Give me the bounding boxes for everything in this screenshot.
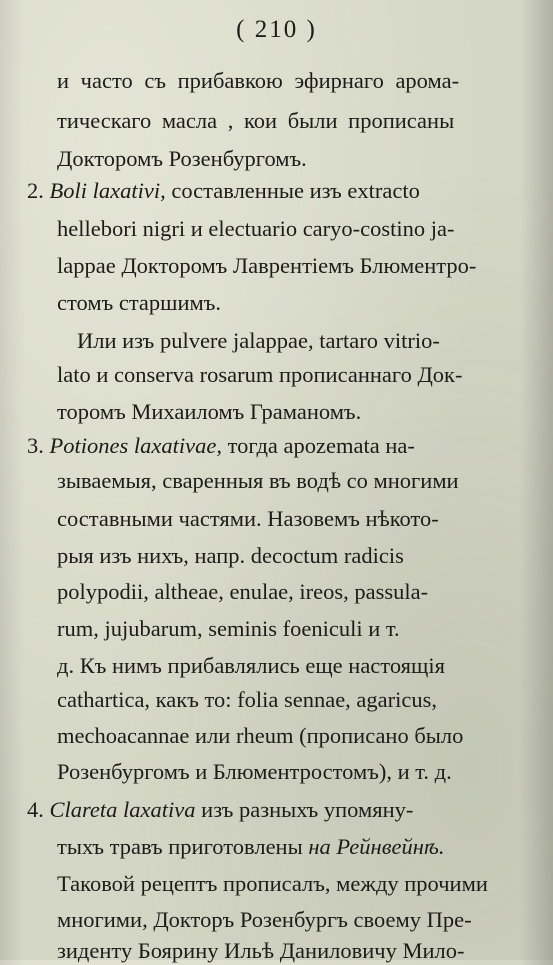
- line-text: тогда apozemata на-: [227, 433, 415, 458]
- text-line: mechoacannae или rheum (прописано было: [57, 723, 464, 748]
- text-line: торомъ Михаиломъ Граманомъ.: [57, 399, 362, 424]
- text-line: Розенбургомъ и Блюментростомъ), и т. д.: [57, 759, 452, 784]
- line-text: составленные изъ extracto: [171, 178, 420, 203]
- term-latin: Clareta laxativa: [49, 797, 196, 822]
- text-line: polypodii, altheae, enulae, ireos, passula-: [57, 579, 429, 604]
- text-line: Докторомъ Розенбургомъ.: [57, 146, 307, 171]
- text-line: lato и conserva rosarum прописаннаго Док-: [57, 362, 463, 387]
- text-line: тическаго масла , кои были прописаны: [57, 108, 455, 133]
- text-line: Или изъ pulvere jalappae, tartaro vitrio-: [77, 328, 440, 353]
- line-text: изъ разныхъ упомяну-: [201, 797, 414, 822]
- text-line: hellebori nigri и electuario caryo-costino ja-: [57, 216, 455, 241]
- item-number: 2.: [27, 178, 44, 203]
- text-line: д. Къ нимъ прибавлялись еще настоящія: [57, 653, 445, 678]
- text-line: rum, jujubarum, seminis foeniculi и т.: [57, 616, 400, 641]
- text-line: многими, Докторъ Розенбургъ своему Пре-: [57, 907, 472, 932]
- line-text: тыхъ травъ приготовлены: [57, 834, 303, 859]
- page-number: ( 210 ): [236, 16, 317, 43]
- text-line: Таковой рецептъ прописалъ, между прочими: [57, 871, 488, 896]
- list-item-2: [27, 177, 420, 205]
- text-line: зываемыя, сваренныя въ водѣ со многими: [57, 468, 459, 493]
- item-number: 4.: [27, 797, 44, 822]
- term-latin: Boli laxativi,: [49, 178, 166, 203]
- line-text: и часто съ прибавкою эфирнаго арома-: [57, 68, 460, 93]
- text-line: стомъ старшимъ.: [57, 290, 222, 315]
- text-line: cathartica, какъ то: folia sennae, agaricus,: [57, 687, 438, 712]
- text-line: lappae Докторомъ Лаврентіемъ Блюментро-: [57, 253, 477, 278]
- term-wine: на Рейнвейнѣ.: [308, 834, 445, 859]
- item-number: 3.: [27, 433, 44, 458]
- list-item-3: [27, 432, 415, 460]
- term-latin: Potiones laxativae,: [49, 433, 222, 458]
- text-line: зиденту Боярину Ильѣ Даниловичу Мило-: [57, 938, 465, 963]
- text-line: [57, 833, 445, 861]
- text-line: рыя изъ нихъ, напр. decoctum radicis: [57, 543, 404, 568]
- list-item-4: [27, 796, 413, 824]
- text-line: [57, 67, 528, 95]
- text-line: составными частями. Назовемъ нѣкото-: [57, 506, 439, 531]
